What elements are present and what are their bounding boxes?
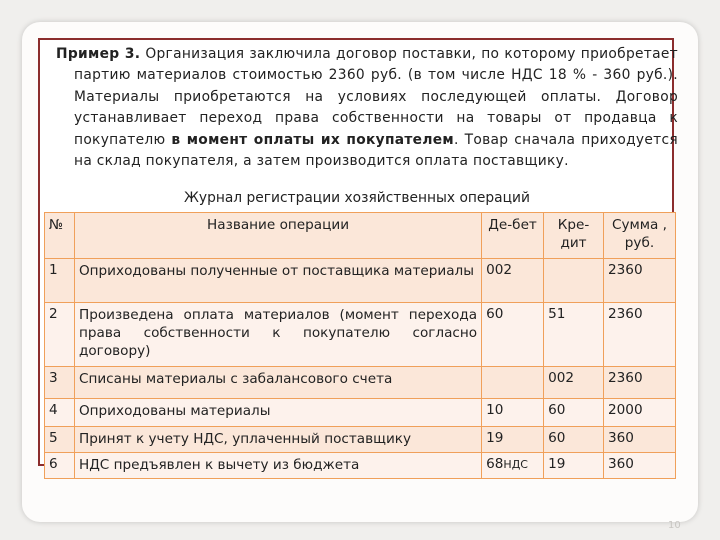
- table-row: [45, 427, 676, 453]
- row-sum: 2360: [604, 303, 676, 367]
- table-row: [45, 303, 676, 367]
- example-heading: Пример 3.: [56, 46, 141, 62]
- row-num: 2: [45, 303, 75, 367]
- row-debit: [482, 453, 544, 479]
- header-name: Название операции: [74, 213, 481, 259]
- row-operation: НДС предъявлен к вычету из бюджета: [74, 453, 481, 479]
- row-debit-account: 68: [486, 456, 504, 472]
- header-credit: Кре-дит: [544, 213, 604, 259]
- journal-title: Журнал регистрации хозяйственных операций: [184, 190, 530, 206]
- row-operation: Списаны материалы с забалансового счета: [74, 367, 481, 399]
- row-operation: Оприходованы материалы: [74, 399, 481, 427]
- header-sum: Сумма , руб.: [604, 213, 676, 259]
- table-row: [45, 259, 676, 303]
- header-num: №: [45, 213, 75, 259]
- row-credit: 002: [544, 367, 604, 399]
- row-num: 5: [45, 427, 75, 453]
- journal-table: [44, 212, 676, 479]
- row-sum: 2000: [604, 399, 676, 427]
- row-operation: Оприходованы полученные от поставщика материалы: [74, 259, 481, 303]
- row-sum: 2360: [604, 367, 676, 399]
- row-debit: 19: [482, 427, 544, 453]
- row-sum: 360: [604, 427, 676, 453]
- table-row: [45, 399, 676, 427]
- row-operation: Принят к учету НДС, уплаченный поставщику: [74, 427, 481, 453]
- row-credit: 51: [544, 303, 604, 367]
- example-body-part2: . Товар сначала приходуется на склад покупателя, а затем производится оплата поставщику.: [74, 131, 678, 170]
- row-debit: 002: [482, 259, 544, 303]
- row-debit-suffix: НДС: [503, 458, 528, 471]
- row-credit: 60: [544, 399, 604, 427]
- row-num: 1: [45, 259, 75, 303]
- row-debit: 10: [482, 399, 544, 427]
- table-header-row: [45, 213, 676, 259]
- row-sum: 2360: [604, 259, 676, 303]
- row-num: 4: [45, 399, 75, 427]
- example-body-bold: в момент оплаты их покупателем: [171, 131, 454, 148]
- row-num: 6: [45, 453, 75, 479]
- row-debit: [482, 367, 544, 399]
- row-credit: 19: [544, 453, 604, 479]
- row-debit: 60: [482, 303, 544, 367]
- table-row: [45, 453, 676, 479]
- row-operation: Произведена оплата материалов (момент перехода права собственности к покупателю согласно договору): [74, 303, 481, 367]
- row-credit: 60: [544, 427, 604, 453]
- row-credit: [544, 259, 604, 303]
- header-debit: Де-бет: [482, 213, 544, 259]
- example-text: [56, 44, 679, 172]
- example-body-part1: Организация заключила договор поставки, по которому приобретает партию материалов стоимостью 2360 руб. (в том числе НДС 18 % - 360 руб.). Материалы приобретаются на условиях последующей оплаты. Договор устанавливает переход права собственности на товары от продавца к покупателю: [74, 46, 679, 148]
- page-number: 10: [668, 520, 681, 531]
- row-num: 3: [45, 367, 75, 399]
- example-paragraph: [56, 44, 679, 172]
- table-row: [45, 367, 676, 399]
- row-sum: 360: [604, 453, 676, 479]
